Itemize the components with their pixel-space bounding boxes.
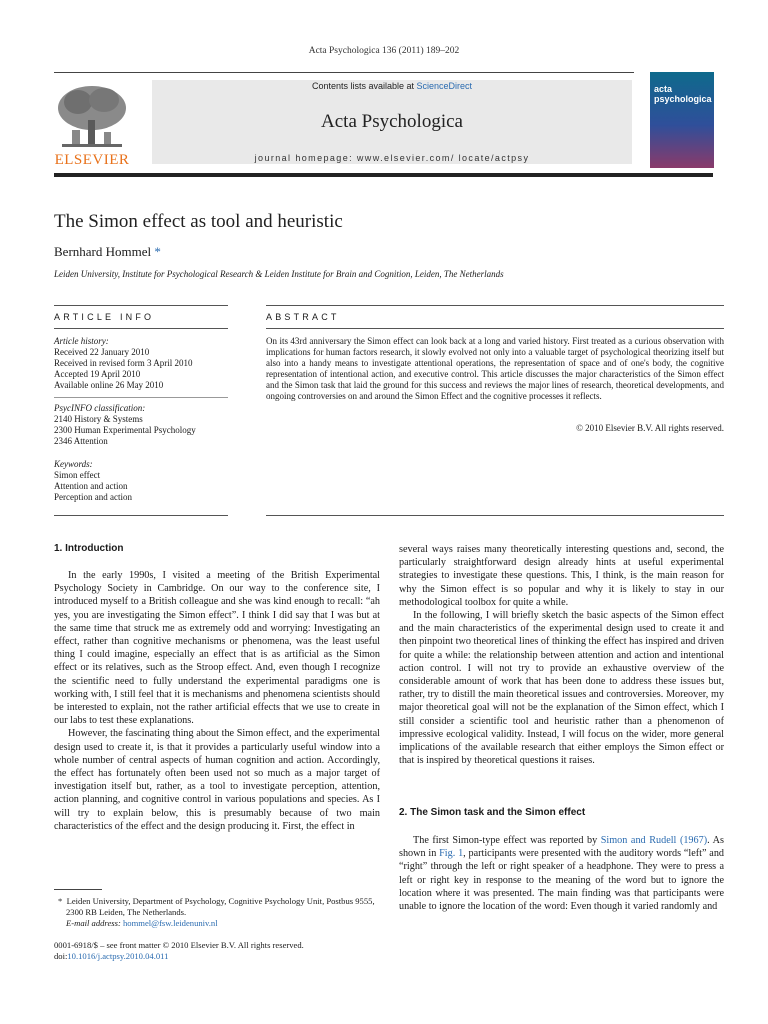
header-top-rule [54, 72, 634, 73]
footnote-rule [54, 889, 102, 890]
section-heading-introduction: 1. Introduction [54, 543, 124, 554]
abstract-rule-top [266, 305, 724, 306]
cover-title-line-2: psychologica [654, 94, 712, 104]
history-line: Received 22 January 2010 [54, 347, 150, 357]
journal-homepage[interactable]: journal homepage: www.elsevier.com/ locate/actpsy [254, 153, 530, 163]
elsevier-logo [52, 80, 132, 170]
article-info-rule-bottom [54, 515, 228, 516]
right-paragraph-1: several ways raises many theoretically interesting questions and, second, the particularly straightforward design already hints at useful experimental strategies to investigate these questions. This, I think, is the main reason for why the Simon effect is so popular and why it is likely to stay in our methodological toolbox for quite a while. [399, 544, 724, 608]
history-line: Accepted 19 April 2010 [54, 369, 141, 379]
article-history [54, 336, 234, 391]
keyword: Simon effect [54, 470, 101, 480]
abstract-copyright: © 2010 Elsevier B.V. All rights reserved. [576, 423, 724, 433]
author-footnote-mark[interactable]: * [154, 244, 161, 259]
psycinfo-line: 2346 Attention [54, 436, 108, 446]
section2-text [399, 834, 724, 913]
s2-text-c: , participants were presented with the auditory words “left” and “right” through the left or right speaker of a headphone. They were to press a left or right key in response to the meaning of the word but to ignore the location where it was presented. The main finding was that participants were unable to ignore the location of the word: Even though it varied randomly and [399, 848, 725, 913]
journal-cover-title [654, 84, 712, 104]
article-info-rule-top [54, 305, 228, 306]
journal-title: Acta Psychologica [321, 111, 463, 132]
footnote-address [54, 896, 384, 918]
keywords-label: Keywords: [54, 459, 93, 469]
doi-link[interactable]: 10.1016/j.actpsy.2010.04.011 [67, 951, 169, 961]
journal-reference: Acta Psychologica 136 (2011) 189–202 [308, 46, 460, 56]
abstract-text: On its 43rd anniversary the Simon effect can look back at a long and varied history. First treated as a curious observation with implications for human factors research, it slowly evolved not only into a valuable target of psychological theorizing itself but also into a handy means to investigate attentional operations, the representation of space and of one's body, the cognitive representation of intentional action, and executive control. This article discusses the major characteristics of the Simon effect and the Simon task that laid the ground for this success and reviews the major lines of research, theoretical developments, and ongoing controversies on and around the Simon Effect and the cognitive processes it reflects. [266, 336, 724, 401]
email-label: E-mail address: [66, 918, 121, 928]
sciencedirect-link[interactable]: ScienceDirect [416, 81, 473, 91]
right-paragraph-2: In the following, I will briefly sketch the basic aspects of the Simon effect and the main characteristics of the experimental design used to create it and then pinpoint two theoretical lines of thinking the effect has inspired and driven for quite a while: the relationship between attention and action and intentional action control. I will not try to provide an exhaustive overview of the considerable amount of work that has been done to address these issues but, rather, try to distill the main theoretical issues and controversies. Moreover, my major theoretical goal will not be the explanation of the Simon effect, which I still consider a scientific tool and heuristic rather than a phenomenon of impressive ecological validity. Instead, I will focus on the wider, more general implications of the available research that either employs the Simon effect or that is inspired by theoretical questions it raises. [399, 610, 724, 767]
left-column-text [54, 569, 380, 833]
article-title: The Simon effect as tool and heuristic [54, 211, 343, 232]
psycinfo-line: 2300 Human Experimental Psychology [54, 425, 196, 435]
article-info-rule-mid [54, 328, 228, 329]
footnote [54, 896, 384, 929]
doi-line [54, 951, 384, 962]
cover-title-line-1: acta [654, 84, 673, 94]
keyword: Perception and action [54, 492, 132, 502]
elsevier-wordmark: ELSEVIER [54, 152, 130, 168]
issn-line: 0001-6918/$ – see front matter © 2010 Elsevier B.V. All rights reserved. [54, 940, 304, 950]
s2-text-b: . As shown in [399, 835, 724, 860]
figure-1-link[interactable]: Fig. 1 [439, 848, 464, 860]
psycinfo-line: 2140 History & Systems [54, 414, 143, 424]
article-history-label: Article history: [54, 336, 109, 346]
keyword: Attention and action [54, 481, 128, 491]
contents-prefix: Contents lists available at [311, 81, 417, 91]
psycinfo-classification [54, 403, 234, 447]
citation-simon-rudell-link[interactable]: Simon and Rudell (1967) [600, 835, 708, 846]
article-info-divider [54, 397, 228, 398]
right-column-text [399, 543, 724, 767]
history-line: Available online 26 May 2010 [54, 380, 164, 390]
abstract-heading: ABSTRACT [266, 312, 340, 322]
author-line [54, 244, 161, 260]
footnote-mark: * [58, 896, 63, 906]
psycinfo-label: PsycINFO classification: [54, 403, 146, 413]
history-line: Received in revised form 3 April 2010 [54, 358, 193, 368]
keywords [54, 459, 234, 503]
intro-paragraph-1: In the early 1990s, I visited a meeting of the British Experimental Psychology Society in Cambridge. On our way to the conference site, I introduced myself to a British colleague and she was kind enough to recall: “ah yes, you are investigating the Simon effect”. I think I did say that I was but at the same time that struck me as extremely odd and worrying: Investigating an effect, rather than cognitive mechanisms or phenomena, was the least useful thing I could imagine, especially an effect that is as artificial as the Simon effect or its relatives, such as the Stroop effect. And, even though I recognize the scientific need to fully understand the experimental paradigms one is working with, I still feel that it is mechanisms and phenomena scientists should be interested to explain, not the rather artificial effects that we use to create in our labs to test these explanations. [54, 570, 380, 727]
section-heading-simon-task: 2. The Simon task and the Simon effect [399, 807, 586, 818]
intro-paragraph-2: However, the fascinating thing about the Simon effect, and the experimental design used to create it, is that it provides a particularly useful window into a whole number of central aspects of human cognition and action. Accordingly, the effect has fortunately often been used not so much as a major target of investigation itself but, rather, as a tool to investigate perception, attention, action planning, and cognitive control in various populations and species. As I will try to explain below, this is presumably because of two main characteristics of the effect and the design producing it. First, the effect in [54, 728, 380, 832]
contents-line [152, 81, 632, 91]
doi-label: doi: [54, 951, 68, 961]
footnote-text: Leiden University, Department of Psychology, Cognitive Psychology Unit, Postbus 9555, 2300 RB Leiden, The Netherlands. [66, 896, 375, 917]
header-thick-rule [54, 173, 713, 177]
issn-block [54, 940, 384, 962]
footnote-email-line [54, 918, 384, 929]
abstract-rule-mid [266, 328, 724, 329]
author-name: Bernhard Hommel [54, 244, 152, 259]
section2-paragraph-1 [399, 834, 724, 913]
abstract-rule-bottom [266, 515, 724, 516]
author-affiliation: Leiden University, Institute for Psychological Research & Leiden Institute for Brain and Cognition, Leiden, The Netherlands [54, 269, 504, 279]
author-email-link[interactable]: hommel@fsw.leidenuniv.nl [122, 918, 218, 928]
article-info-heading: ARTICLE INFO [54, 312, 155, 322]
s2-text-a: The first Simon-type effect was reported by [413, 835, 601, 846]
